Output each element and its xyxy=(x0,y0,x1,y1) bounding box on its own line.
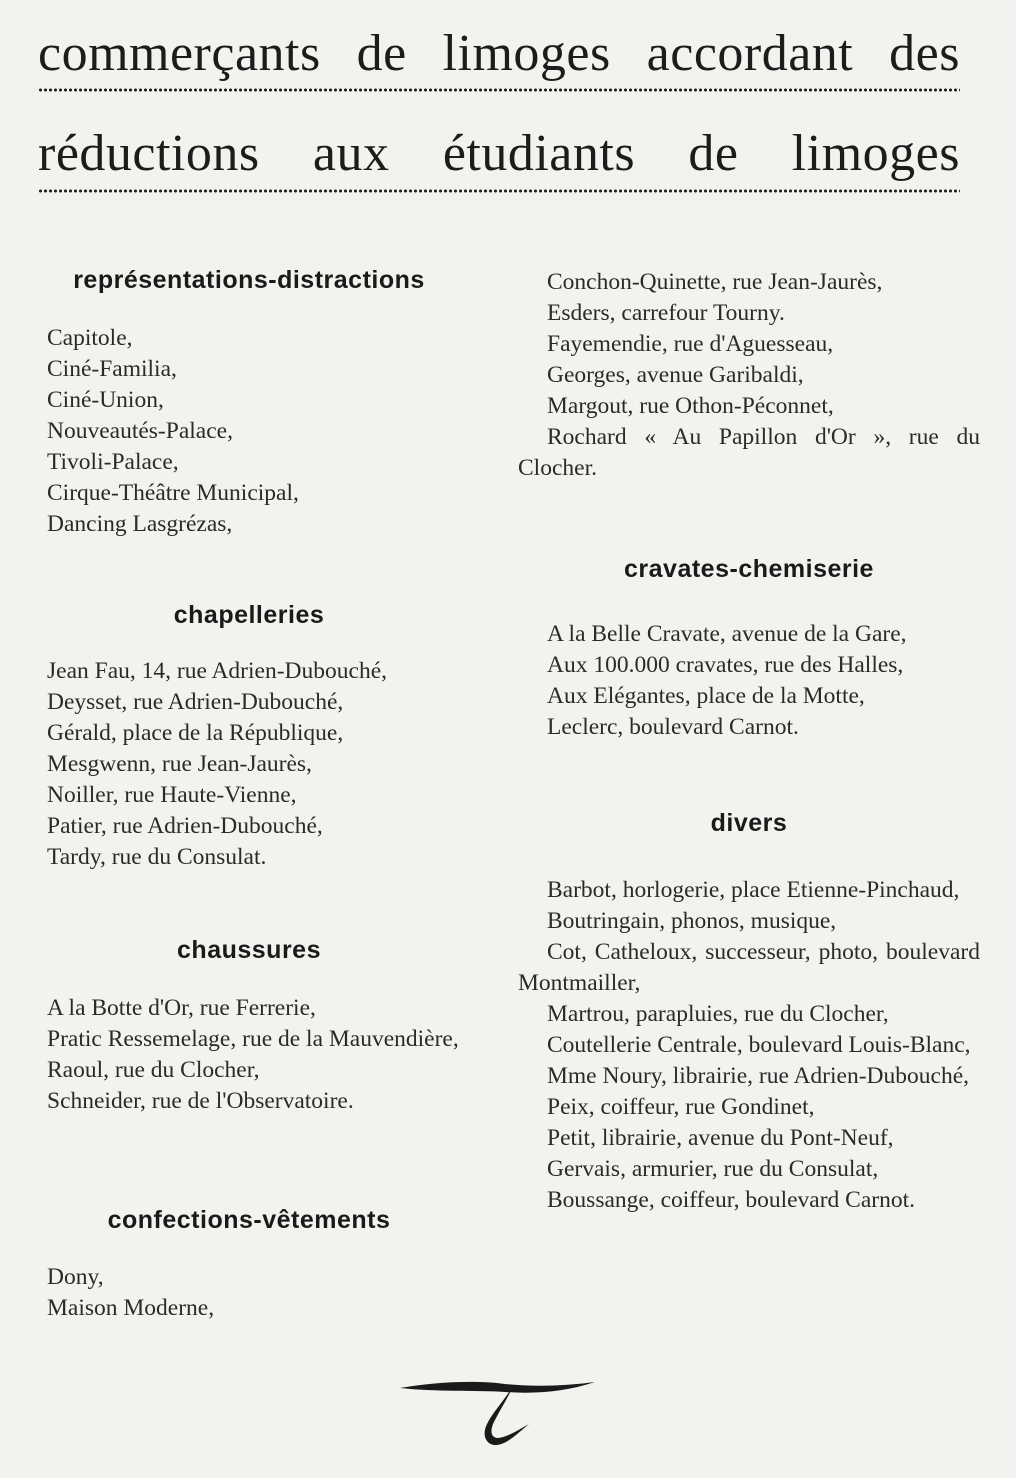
section-heading-divers: divers xyxy=(710,809,788,837)
section-heading-confections: confections-vêtements xyxy=(107,1206,391,1234)
calligraphic-flourish-icon xyxy=(395,1372,600,1452)
list-item: Boussange, coiffeur, boulevard Carnot. xyxy=(547,1187,916,1213)
list-item: Dony, xyxy=(47,1264,104,1290)
section-heading-chaussures: chaussures xyxy=(177,936,321,964)
list-item: Pratic Ressemelage, rue de la Mauvendière, xyxy=(47,1026,459,1052)
list-item: Georges, avenue Garibaldi, xyxy=(547,362,804,388)
page-title-line-2 xyxy=(38,124,960,184)
title-word: de xyxy=(688,125,739,182)
list-item: A la Botte d'Or, rue Ferrerie, xyxy=(47,995,316,1021)
title-word: limoges xyxy=(442,25,611,82)
list-item: Peix, coiffeur, rue Gondinet, xyxy=(547,1094,815,1120)
section-list-confections-continued xyxy=(518,267,980,484)
list-item: Aux Elégantes, place de la Motte, xyxy=(547,683,865,709)
section-list-confections xyxy=(18,1262,480,1324)
list-item: Ciné-Union, xyxy=(47,387,164,413)
title-word: de xyxy=(356,25,407,82)
section-list-representations xyxy=(18,323,480,540)
section-list-divers xyxy=(518,875,980,1216)
list-item: Mme Noury, librairie, rue Adrien-Dubouché, xyxy=(547,1063,970,1089)
list-item: Dancing Lasgrézas, xyxy=(47,511,233,537)
title-word: étudiants xyxy=(442,125,636,182)
dotted-rule xyxy=(38,188,960,194)
title-word: accordant xyxy=(646,25,854,82)
title-word: limoges xyxy=(791,125,960,182)
list-item: Mesgwenn, rue Jean-Jaurès, xyxy=(47,751,312,777)
title-word: réductions xyxy=(38,125,260,182)
page-title-line-1 xyxy=(38,24,960,84)
dotted-rule xyxy=(38,87,960,93)
section-heading-chapelleries: chapelleries xyxy=(173,601,325,629)
section-list-chaussures xyxy=(18,993,480,1117)
list-item: Jean Fau, 14, rue Adrien-Dubouché, xyxy=(47,658,388,684)
list-item: Cirque-Théâtre Municipal, xyxy=(47,480,299,506)
list-item: Raoul, rue du Clocher, xyxy=(47,1057,260,1083)
list-item: Esders, carrefour Tourny. xyxy=(547,300,785,326)
list-item: Capitole, xyxy=(47,325,133,351)
list-item: Conchon-Quinette, rue Jean-Jaurès, xyxy=(547,269,883,295)
list-item: Schneider, rue de l'Observatoire. xyxy=(47,1088,354,1114)
list-item: Noiller, rue Haute-Vienne, xyxy=(47,782,297,808)
list-item: Patier, rue Adrien-Dubouché, xyxy=(47,813,323,839)
list-item: Cot, Catheloux, successeur, photo, boulevard Montmailler, xyxy=(518,939,980,996)
list-item: Aux 100.000 cravates, rue des Halles, xyxy=(547,652,904,678)
title-word: commerçants xyxy=(38,25,321,82)
list-item: Tivoli-Palace, xyxy=(47,449,179,475)
list-item: Gervais, armurier, rue du Consulat, xyxy=(547,1156,879,1182)
list-item: Coutellerie Centrale, boulevard Louis-Blanc, xyxy=(547,1032,971,1058)
title-word: des xyxy=(889,25,960,82)
list-item: Gérald, place de la République, xyxy=(47,720,344,746)
list-item: Leclerc, boulevard Carnot. xyxy=(547,714,799,740)
list-item: Maison Moderne, xyxy=(47,1295,215,1321)
list-item: Martrou, parapluies, rue du Clocher, xyxy=(547,1001,889,1027)
list-item: Barbot, horlogerie, place Etienne-Pinchaud, xyxy=(547,877,960,903)
list-item: Boutringain, phonos, musique, xyxy=(547,908,837,934)
list-item: Tardy, rue du Consulat. xyxy=(47,844,267,870)
list-item: Rochard « Au Papillon d'Or », rue du Clocher. xyxy=(518,424,980,481)
list-item: Fayemendie, rue d'Aguesseau, xyxy=(547,331,834,357)
section-heading-representations: représentations-distractions xyxy=(73,266,425,294)
list-item: Petit, librairie, avenue du Pont-Neuf, xyxy=(547,1125,894,1151)
list-item: A la Belle Cravate, avenue de la Gare, xyxy=(547,621,907,647)
section-list-chapelleries xyxy=(18,656,480,873)
section-list-cravates xyxy=(518,619,980,743)
title-word: aux xyxy=(312,125,390,182)
list-item: Margout, rue Othon-Péconnet, xyxy=(547,393,834,419)
list-item: Nouveautés-Palace, xyxy=(47,418,233,444)
list-item: Deysset, rue Adrien-Dubouché, xyxy=(47,689,344,715)
section-heading-cravates: cravates-chemiserie xyxy=(624,555,874,583)
list-item: Ciné-Familia, xyxy=(47,356,177,382)
